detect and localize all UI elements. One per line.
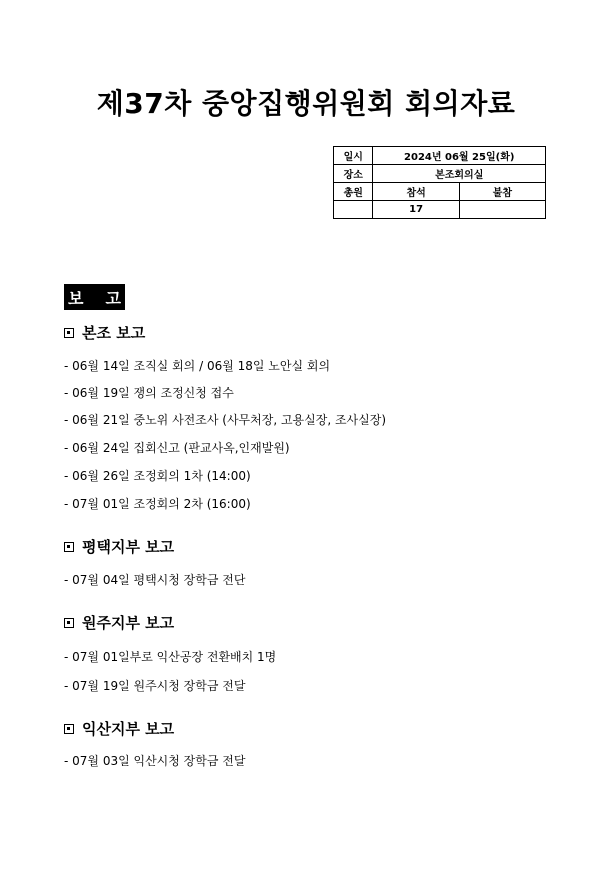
report-header-char: 보 [68, 288, 84, 308]
place-value: 본조회의실 [373, 165, 546, 183]
report-header-char: 고 [105, 288, 121, 308]
date-label: 일시 [334, 147, 373, 165]
list-item: - 07월 19일 원주시청 장학금 전달 [64, 679, 246, 693]
date-value: 2024년 06월 25일(화) [373, 147, 546, 165]
list-item: - 07월 04일 평택시청 장학금 전단 [64, 573, 246, 587]
list-item: - 06월 21일 중노위 사전조사 (사무처장, 고용실장, 조사실장) [64, 413, 386, 427]
absent-label: 불참 [459, 183, 545, 201]
list-item: - 06월 24일 집회신고 (판교사옥,인재발원) [64, 441, 290, 455]
members-label: 총원 [334, 183, 373, 201]
section-title-text: 본조 보고 [82, 324, 146, 342]
section-title [64, 718, 174, 739]
date-row [334, 147, 546, 165]
report-header [64, 284, 125, 310]
list-item: - 06월 14일 조직실 회의 / 06월 18일 노안실 회의 [64, 359, 331, 373]
attend-label: 참석 [373, 183, 459, 201]
list-item: - 06월 19일 쟁의 조정신청 접수 [64, 386, 234, 400]
list-item: - 07월 03일 익산시청 장학금 전달 [64, 754, 246, 768]
attendance-header-row [334, 183, 546, 201]
place-label: 장소 [334, 165, 373, 183]
absent-value [459, 201, 545, 219]
section-title [64, 322, 145, 343]
attendance-value-row [334, 201, 546, 219]
section-title-text: 익산지부 보고 [82, 720, 175, 738]
list-item: - 06월 26일 조정회의 1차 (14:00) [64, 469, 251, 483]
square-bullet-icon [64, 618, 74, 628]
meeting-info-table [333, 146, 546, 219]
square-bullet-icon [64, 542, 74, 552]
square-bullet-icon [64, 724, 74, 734]
section-title-text: 원주지부 보고 [82, 614, 175, 632]
list-item: - 07월 01일 조정회의 2차 (16:00) [64, 497, 251, 511]
square-bullet-icon [64, 328, 74, 338]
section-title [64, 536, 174, 557]
place-row [334, 165, 546, 183]
attend-value: 17 [373, 201, 459, 219]
section-title-text: 평택지부 보고 [82, 538, 175, 556]
section-title [64, 612, 174, 633]
document-title: 제37차 중앙집행위원회 회의자료 [96, 87, 516, 120]
members-value [334, 201, 373, 219]
list-item: - 07월 01일부로 익산공장 전환배치 1명 [64, 650, 277, 664]
